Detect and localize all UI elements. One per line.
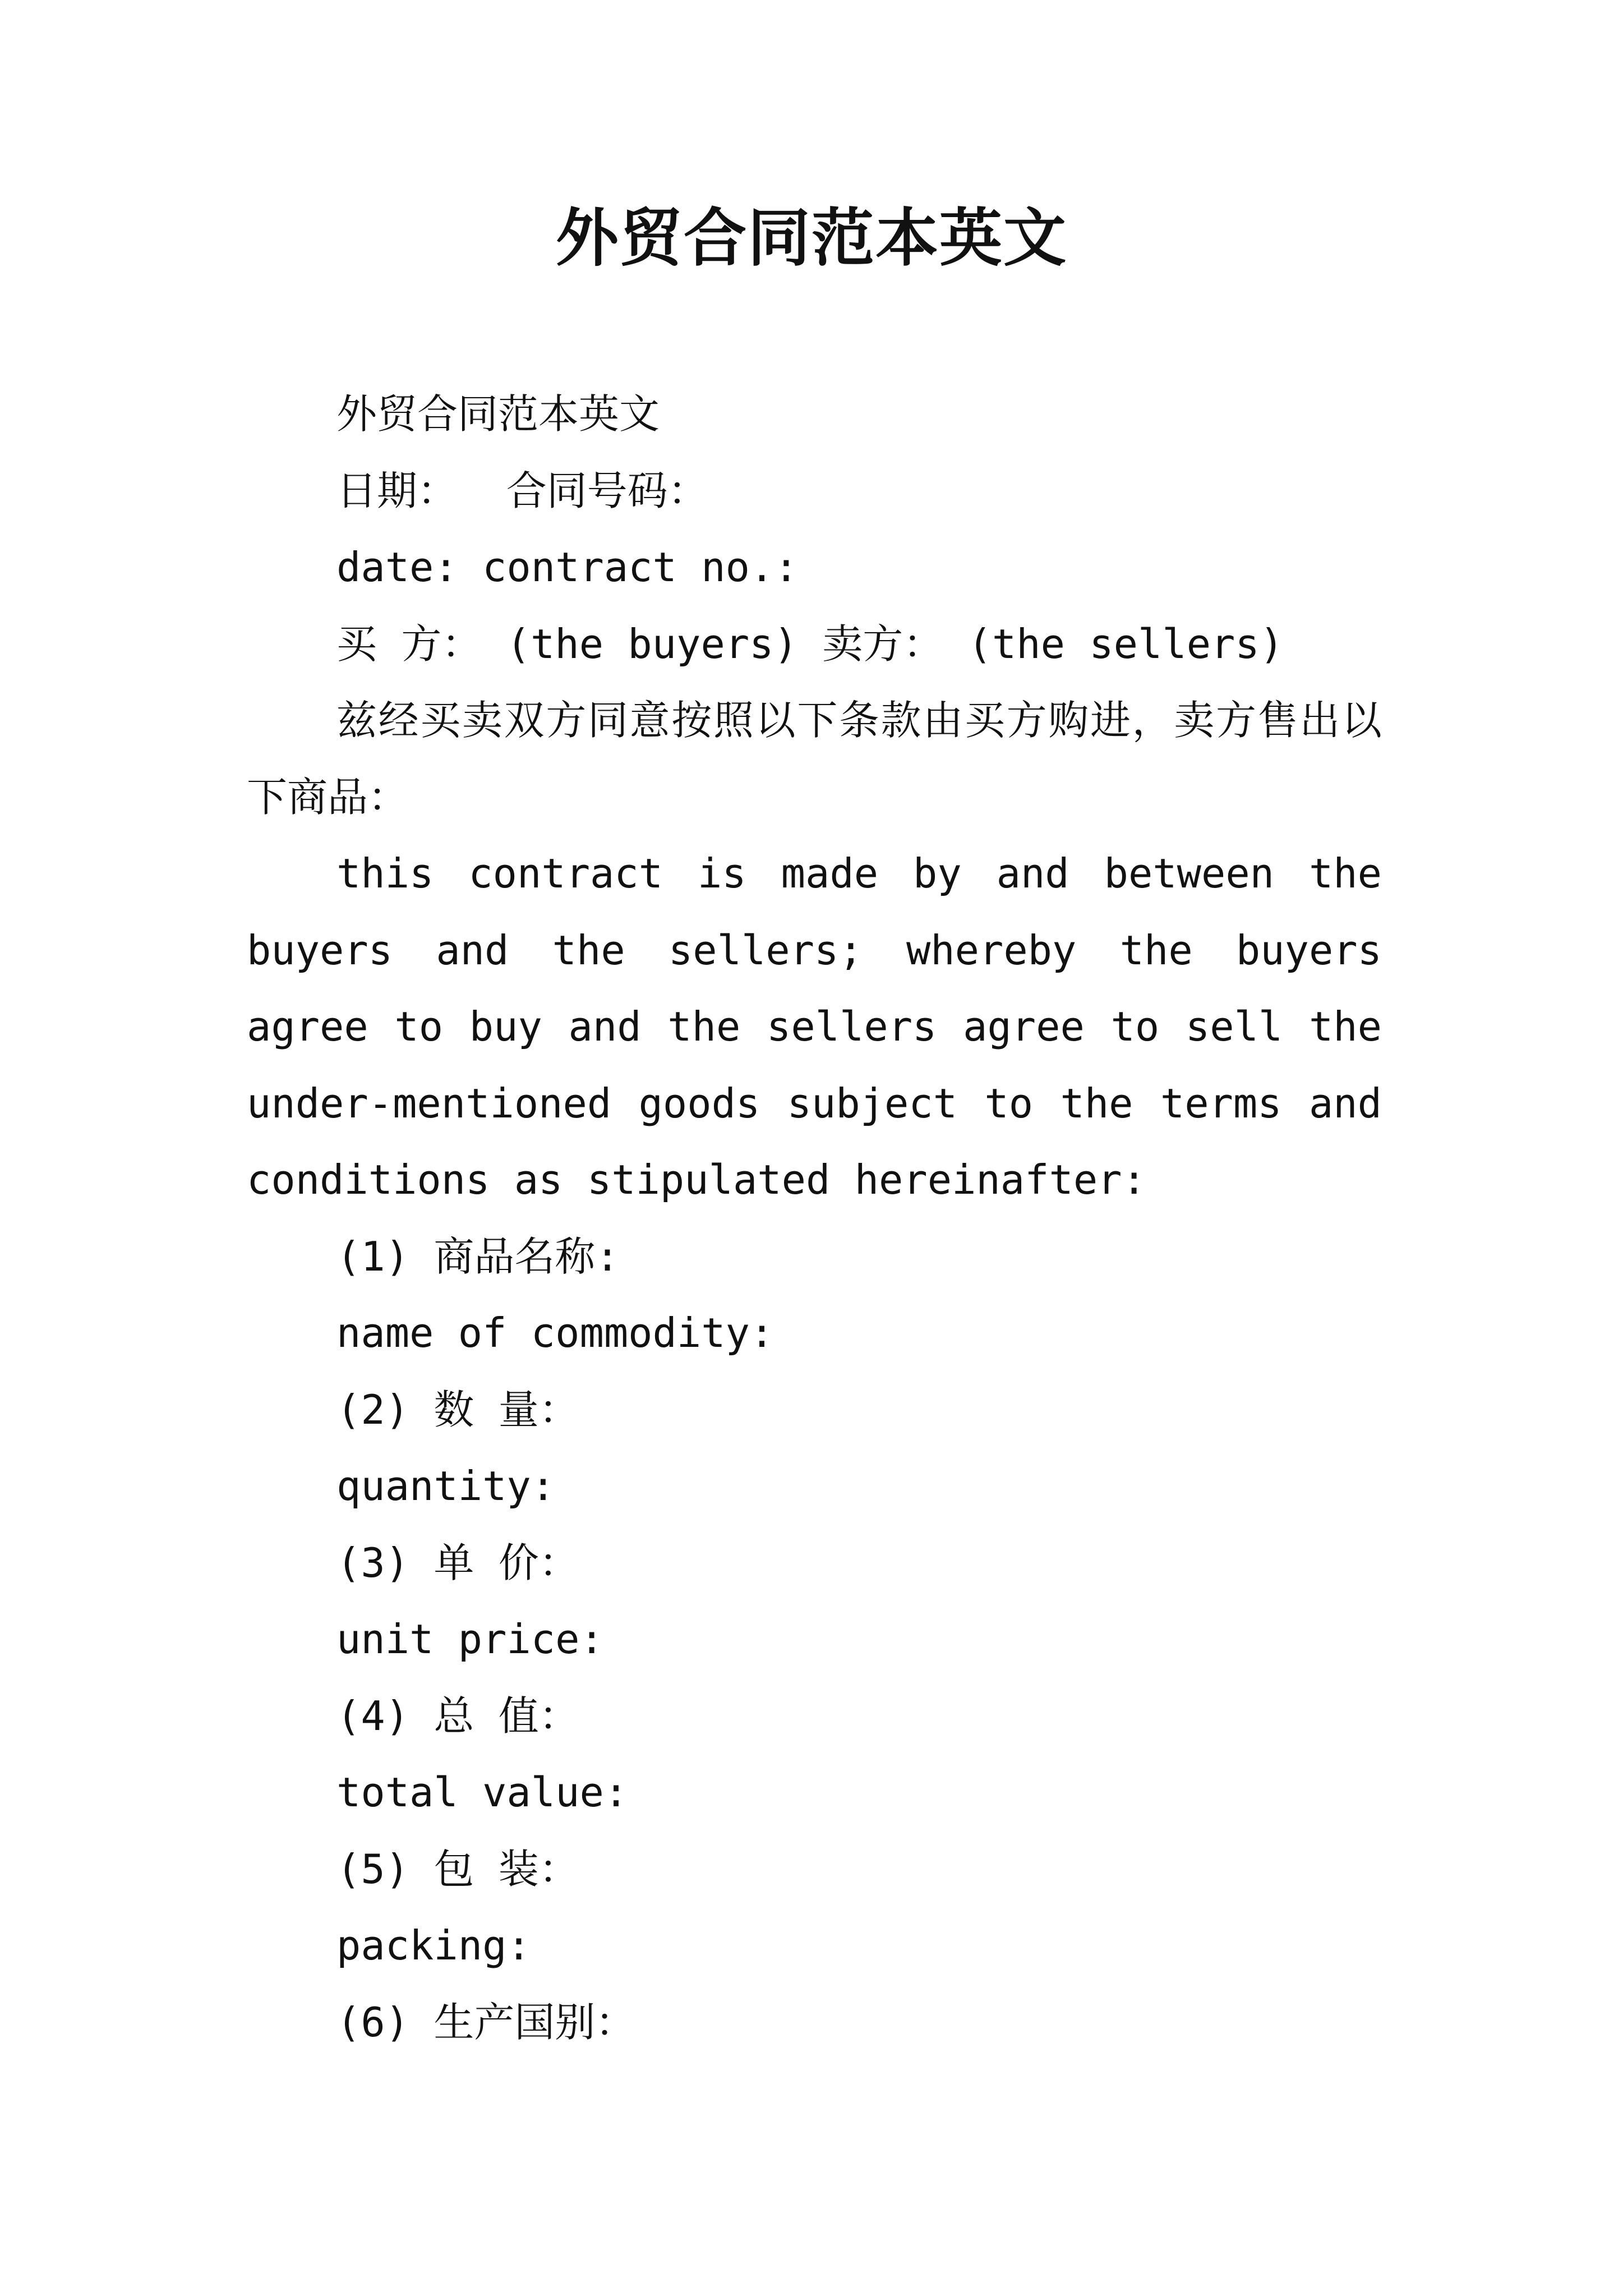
paragraph-unit-price-en: unit price: xyxy=(336,1616,604,1663)
document-body xyxy=(247,376,1407,2060)
paragraph-country-of-origin-cn: (6) 生产国别： xyxy=(336,1998,636,2046)
paragraph-packing-en: packing: xyxy=(336,1922,531,1969)
paragraph-quantity-en: quantity: xyxy=(336,1462,556,1510)
paragraph-total-value-en: total value: xyxy=(336,1769,629,1816)
paragraph-packing-cn: (5) 包 装： xyxy=(336,1845,579,1893)
paragraph-date-contract-cn: 日期： 合同号码： xyxy=(336,467,708,514)
paragraph-buyers-sellers: 买 方： (the buyers) 卖方： (the sellers) xyxy=(336,620,1284,668)
paragraph-quantity-cn: (2) 数 量： xyxy=(336,1386,579,1433)
paragraph-unit-price-cn: (3) 单 价： xyxy=(336,1539,579,1586)
paragraph-agreement-cn: 兹经买卖双方同意按照以下条款由买方购进，卖方售出以下商品： xyxy=(247,697,1382,821)
paragraph-agreement-en: this contract is made by and between the buyers and the sellers; whereby the buyers agree to buy and the sellers agree to sell the under-mentioned goods subject to the terms and conditions as stipulated hereinafter: xyxy=(247,850,1407,1203)
paragraph-date-contract-en: date: contract no.: xyxy=(336,544,799,591)
paragraph-commodity-en: name of commodity: xyxy=(336,1309,774,1356)
paragraph-heading: 外贸合同范本英文 xyxy=(336,390,660,438)
paragraph-commodity-cn: (1) 商品名称: xyxy=(336,1232,620,1280)
paragraph-total-value-cn: (4) 总 值： xyxy=(336,1692,579,1740)
document-title: 外贸合同范本英文 xyxy=(556,201,1067,275)
